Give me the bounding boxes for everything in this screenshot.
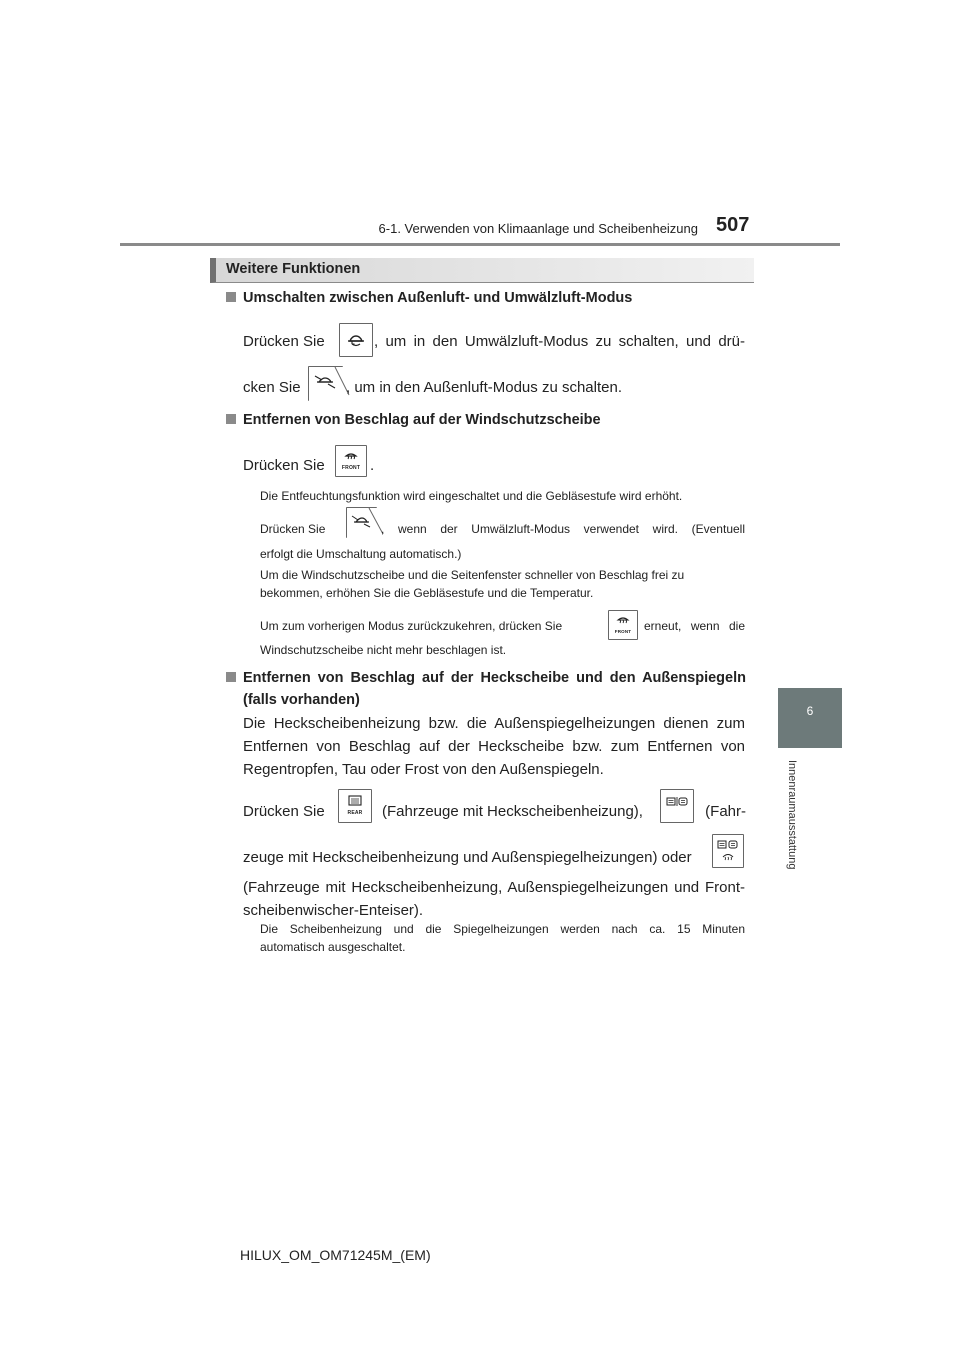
text-segment: Drücken Sie [243, 333, 325, 350]
block2-note4-start: Um zum vorherigen Modus zurückzukehren, drücken Sie [260, 619, 563, 633]
block1-line2-start: cken Sie [243, 379, 301, 396]
block3-para-line3: Regentropfen, Tau oder Frost von den Außenspiegeln. [243, 761, 604, 778]
block1-line2-rest: , um in den Außenluft-Modus zu schalten. [346, 379, 622, 396]
outside-air-button[interactable] [346, 507, 377, 538]
block1-heading-text: Umschalten zwischen Außenluft- und Umwälzluft-Modus [243, 290, 633, 306]
outside-air-button[interactable] [308, 366, 343, 401]
block2-note3-line2: bekommen, erhöhen Sie die Gebläsestufe und die Temperatur. [260, 586, 594, 600]
block3-line1-end: (Fahr- [705, 803, 746, 820]
rear-label: REAR [347, 810, 363, 816]
section-header [210, 258, 754, 283]
block3-line3: (Fahrzeuge mit Heckscheibenheizung, Außenspiegelheizungen und Front- [243, 879, 745, 896]
recirculation-button[interactable] [339, 323, 373, 357]
block3-line4: scheibenwischer-Enteiser). [243, 902, 424, 919]
block2-note4-cont: Windschutzscheibe nicht mehr beschlagen ist. [260, 643, 507, 657]
front-defroster-icon [336, 446, 366, 476]
rear-mirror-wiper-deicer-button[interactable] [712, 834, 744, 868]
block3-heading [226, 667, 746, 711]
block2-note2-start: Drücken Sie [260, 522, 326, 536]
rear-mirror-defogger-icon [661, 790, 693, 822]
block3-heading-line2: (falls vorhanden) [243, 692, 360, 708]
block3-heading-line1: Entfernen von Beschlag auf der Heckscheibe und den Außenspiegeln [243, 670, 746, 686]
block3-line1-start: Drücken Sie [243, 803, 325, 820]
block2-note2-cont: erfolgt die Umschaltung automatisch.) [260, 547, 462, 561]
block1-heading [226, 290, 632, 306]
block3-note-line2: automatisch ausgeschaltet. [260, 940, 406, 954]
square-bullet-icon [226, 414, 236, 424]
outside-air-icon [347, 508, 385, 540]
square-bullet-icon [226, 672, 236, 682]
chapter-number: 6 [806, 704, 814, 718]
block2-line1-start: Drücken Sie [243, 457, 325, 474]
recirculation-icon [340, 324, 372, 356]
section-title: Weitere Funktionen [226, 261, 361, 277]
document-id: HILUX_OM_OM71245M_(EM) [240, 1247, 431, 1263]
block2-note3-line1: Um die Windschutzscheibe und die Seitenfenster schneller von Beschlag frei zu [260, 568, 685, 582]
block3-para-line1: Die Heckscheibenheizung bzw. die Außenspiegelheizungen dienen zum [243, 715, 745, 732]
block1-line1-rest: , um in den Umwälzluft-Modus zu schalten, und drü- [374, 333, 745, 350]
block3-line1-mid: (Fahrzeuge mit Heckscheibenheizung), [382, 803, 643, 820]
page-number: 507 [716, 214, 750, 236]
rear-defogger-button[interactable] [338, 789, 372, 823]
rear-defogger-icon [339, 790, 371, 822]
front-defroster-button[interactable] [335, 445, 367, 477]
front-defroster-button[interactable] [608, 610, 638, 640]
header-rule [120, 243, 840, 246]
block2-line1-end: . [370, 457, 375, 474]
square-bullet-icon [226, 292, 236, 302]
rear-mirror-defogger-button[interactable] [660, 789, 694, 823]
block3-para-line2: Entfernen von Beschlag auf der Heckscheibe bzw. zum Entfernen von [243, 738, 745, 755]
block3-note-line1: Die Scheibenheizung und die Spiegelheizungen werden nach ca. 15 Minuten [260, 922, 745, 936]
rear-mirror-wiper-deicer-icon [713, 835, 743, 867]
chapter-label [786, 760, 808, 890]
block2-note1: Die Entfeuchtungsfunktion wird eingeschaltet und die Gebläsestufe wird erhöht. [260, 489, 683, 503]
chapter-tab [778, 688, 842, 748]
block3-line2: zeuge mit Heckscheibenheizung und Außenspiegelheizungen) oder [243, 849, 692, 866]
block2-heading-text: Entfernen von Beschlag auf der Windschutzscheibe [243, 412, 601, 428]
block2-heading [226, 412, 601, 428]
front-label: FRONT [614, 629, 632, 634]
front-label: FRONT [341, 465, 361, 471]
front-defroster-icon [609, 611, 637, 639]
block2-note2-rest: , wenn der Umwälzluft-Modus verwendet wird. (Eventuell [381, 522, 745, 536]
block2-note4-rest: erneut, wenn die [644, 619, 745, 633]
chapter-label-text: Innenraumausstattung [786, 760, 798, 870]
header-title: 6-1. Verwenden von Klimaanlage und Scheibenheizung [378, 221, 698, 236]
